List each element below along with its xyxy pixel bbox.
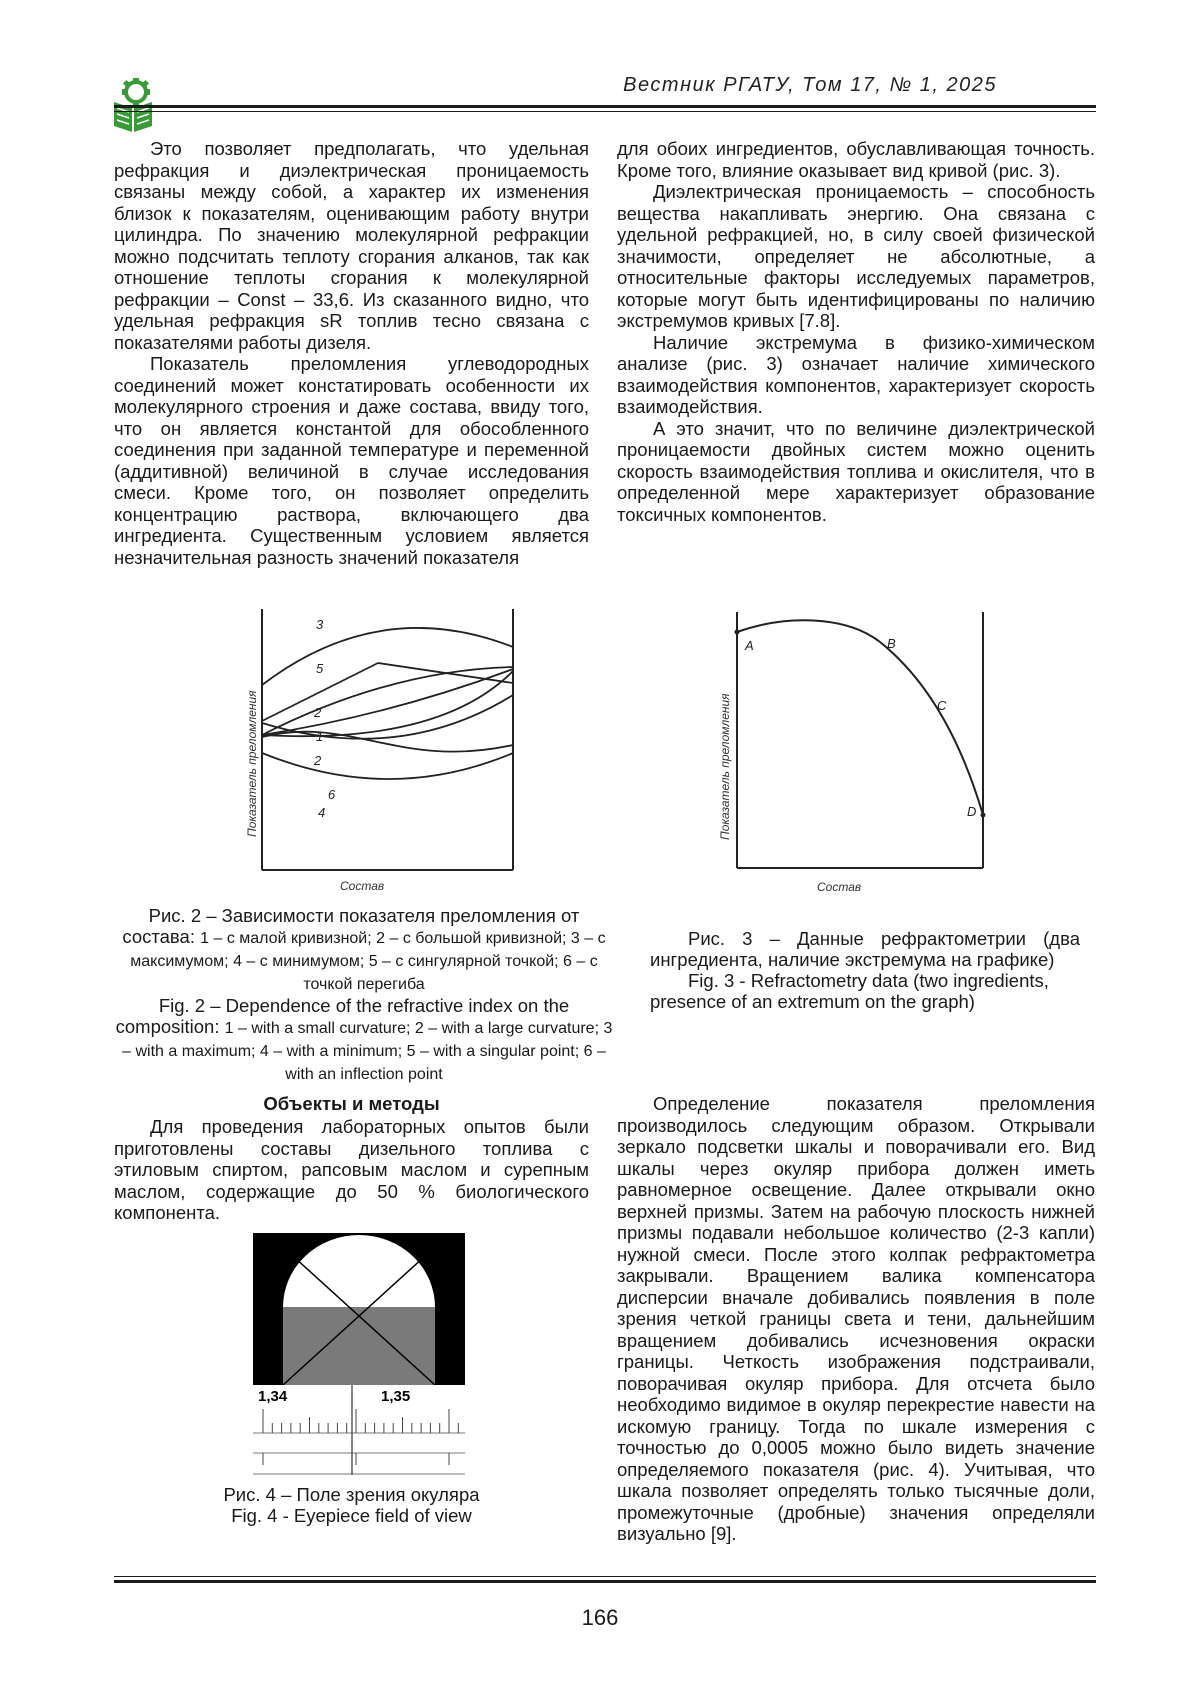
fig3-point-label: D [967,804,977,819]
fig2-curve-4 [262,753,513,779]
fig4-caption-ru: Рис. 4 – Поле зрения окуляра [223,1484,480,1505]
footer-rule-thin [114,1576,1096,1577]
section-heading: Объекты и методы [263,1093,440,1114]
journal-title: Вестник РГАТУ, Том 17, № 1, 2025 [623,74,997,96]
fig3-ylabel: Показатель преломления [718,693,732,840]
fig3-point-d [981,813,986,818]
fig2-label: 2 [314,753,322,768]
left-column-bottom [114,1116,589,1224]
fig4-caption-en: Fig. 4 - Eyepiece field of view [231,1505,472,1526]
left-column-top [114,138,589,568]
fig4-scale-label: 1,34 [258,1388,288,1405]
footer-rule [114,1580,1096,1583]
figure-3-caption [650,928,1080,1012]
paragraph: Показатель преломления углеводородных соединений может констатировать особенности их молекулярного строения и даже состава, ввиду того, что он является константой для обособленного соединения при заданной температуре и переменной (аддитивной) величиной в случае исследования смеси. Кроме того, он позволяет определить концентрацию раствора, включающего два ингредиента. Существенным условием является незначительная разность значений показателя [114,353,589,568]
fig2-ylabel: Показатель преломления [245,690,259,837]
paragraph: Для проведения лабораторных опытов были приготовлены составы дизельного топлива с этиловым спиртом, рапсовым маслом и сурепным маслом, содержащие до 50 % биологического компонента. [114,1116,589,1223]
paragraph: Определение показателя преломления производилось следующим образом. Открывали зеркало подсветки шкалы и поворачивали его. Вид шкалы через окуляр прибора должен иметь равномерное освещение. Далее открывали окно верхней призмы. Затем на рабочую плоскость нижней призмы подавали небольшое количество (2-3 капли) нужной смеси. После этого колпак рефрактометра закрывали. Вращением валика компенсатора дисперсии вначале добивались появления в поле зрения четкой границы света и тени, дальнейшим вращением добивались исчезновения окраски границы. Четкость изображения подстраивали, поворачивая окуляр прибора. Для отсчета было необходимо видимое в окуляр перекрестие навести на искомую границу. Тогда по шкале измерения с точностью до 0,0005 можно было видеть значение определяемого показателя (рис. 4). Учитывая, что шкала позволяет определять только тысячные доли, промежуточные (дробные) значения определяли визуально [9]. [617,1093,1095,1544]
fig2-label: 1 [316,729,324,744]
fig3-point-label: A [745,638,754,653]
fig3-curve [737,620,983,815]
fig4-scale-label: 1,35 [381,1388,411,1405]
header-rule-thin [114,111,1096,112]
fig2-curve-2-lower [262,671,513,736]
fig3-xlabel: Состав [817,880,862,894]
paragraph: Диэлектрическая проницаемость – способность вещества накапливать энергию. Она связана с удельной рефракцией, но, в силу своей физической значимости, определяет не абсолютные, а относительные факторы исследуемых параметров, которые могут быть идентифицированы по наличию экстремумов кривых [7.8]. [617,181,1095,331]
fig2-label: 2 [314,705,322,720]
right-column-top [617,138,1095,525]
fig3-point-label: C [937,698,947,713]
figure-4-caption [114,1484,589,1526]
right-column-bottom [617,1093,1095,1545]
fig2-caption-ru-rest: 1 – с малой кривизной; 2 – с большой кривизной; 3 – с максимумом; 4 – с минимумом; 5 – с сингулярной точкой; 6 – с точкой перегиба [130,930,606,993]
header-rule [114,105,1096,108]
fig2-label: 6 [328,787,336,802]
fig2-curve-6 [262,732,513,752]
paragraph: для обоих ингредиентов, обуславливающая точность. Кроме того, влияние оказывает вид кривой (рис. 3). [617,138,1095,181]
fig3-point-a [735,630,740,635]
fig2-caption-ru-main: Рис. 2 – Зависимости показателя преломления от состава: [122,905,580,947]
fig2-xlabel: Состав [340,879,385,893]
fig3-caption-en: Fig. 3 - Refractometry data (two ingredients, presence of an extremum on the graph) [650,970,1049,1012]
fig2-label: 5 [316,661,324,676]
fig2-caption-en-rest: 1 – with a small curvature; 2 – with a large curvature; 3 – with a maximum; 4 – with a minimum; 5 – with a singular point; 6 – with an inflection point [122,1020,613,1083]
fig3-point-label: B [887,636,896,651]
page-number: 166 [581,1605,619,1630]
paragraph: Это позволяет предполагать, что удельная рефракция и диэлектрическая проницаемость связаны между собой, а характер их изменения близок к показателям, оценивающим работу внутри цилиндра. По значению молекулярной рефракции можно подсчитать теплоту сгорания алканов, так как отношение теплоты сгорания к молекулярной рефракции – Const – 33,6. Из сказанного видно, что удельная рефракция sR топлив тесно связана с показателями работы дизеля. [114,138,589,353]
figure-2-caption [114,905,614,1085]
fig3-caption-ru: Рис. 3 – Данные рефрактометрии (два ингредиента, наличие экстремума на графике) [650,928,1080,970]
figure-2-diagram [240,605,530,895]
fig4-shadow-field [283,1307,435,1385]
fig2-label: 3 [316,617,324,632]
figure-3-diagram [705,610,995,900]
paragraph: А это значит, что по величине диэлектрической проницаемости двойных систем можно оценить скорость взаимодействия топлива и окислителя, что в определенной мере характеризует образование токсичных компонентов. [617,417,1095,525]
fig2-curve-3 [262,628,513,685]
figure-4-eyepiece [253,1233,465,1475]
paragraph: Наличие экстремума в физико-химическом анализе (рис. 3) означает наличие химического взаимодействия компонентов, характеризует скорость взаимодействия. [617,331,1095,417]
fig2-label: 4 [318,805,326,820]
fig2-curve-5 [262,663,513,721]
fig2-caption-en-main: Fig. 2 – Dependence of the refractive index on the composition: [115,995,570,1037]
